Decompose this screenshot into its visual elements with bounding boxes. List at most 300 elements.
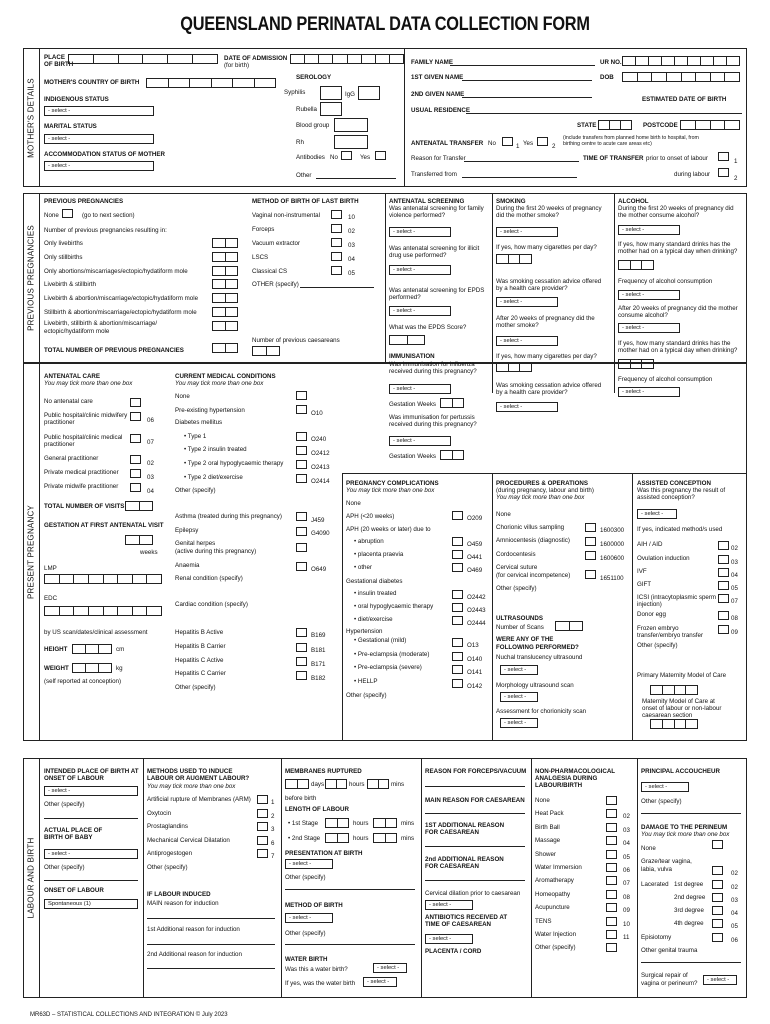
epds-score-field[interactable] <box>389 335 425 345</box>
method-2-code: 03 <box>348 242 355 249</box>
care-4-checkbox[interactable] <box>130 469 141 478</box>
procedures-sub: (during pregnancy, labour and birth) <box>496 487 594 494</box>
induce-4-label: Antiprogestogen <box>147 850 193 857</box>
cond-none-label: None <box>175 393 190 400</box>
prev-total-label: TOTAL NUMBER OF PREVIOUS PREGNANCIES <box>44 347 184 354</box>
comp-praevia-checkbox[interactable] <box>452 550 463 559</box>
care-1-code: 06 <box>147 417 154 424</box>
care-1-checkbox[interactable] <box>130 412 141 421</box>
assisted-5-code: 08 <box>731 615 738 622</box>
transferred-from-label: Transferred from <box>411 171 457 178</box>
smoking-q2-field[interactable] <box>496 254 532 264</box>
cond-t2d-checkbox[interactable] <box>296 474 307 483</box>
per-deg4: 4th degree <box>674 920 704 927</box>
comp-other-label: • other <box>354 564 372 571</box>
cond-t2o-code: O2413 <box>311 464 330 471</box>
comp-diet-checkbox[interactable] <box>452 616 463 625</box>
gest-first-label: GESTATION AT FIRST ANTENATAL VISIT <box>44 522 164 529</box>
antibiotics-1: ANTIBIOTICS RECEIVED AT <box>425 914 508 921</box>
comp-ps-label: • Pre-eclampsia (severe) <box>354 664 422 671</box>
per-graze-checkbox[interactable] <box>712 866 723 875</box>
smoking-q5-field[interactable] <box>496 362 532 372</box>
assisted-5-label: Donor egg <box>637 611 666 618</box>
np-3-label: Massage <box>535 837 561 845</box>
prior-onset-label: prior to onset of labour <box>646 155 708 162</box>
morph-select[interactable]: - select - <box>500 692 538 702</box>
igg-field[interactable] <box>358 86 380 100</box>
intended-other-label: Other (specify) <box>44 801 85 808</box>
cond-hcc-label: Hepatitis C Carrier <box>175 670 226 677</box>
antibodies-label: Antibodies <box>296 154 325 161</box>
main-cs-title: MAIN REASON FOR CAESAREAN <box>425 797 525 804</box>
prev-stillbirth_abortion-field[interactable] <box>212 307 238 317</box>
cond-t2d-label: • Type 2 diet/exercise <box>184 474 243 481</box>
induce-5-label: Other (specify) <box>147 864 188 871</box>
per-deg1-checkbox[interactable] <box>712 880 723 889</box>
state-label: STATE <box>577 122 597 129</box>
cond-asthma-checkbox[interactable] <box>296 512 307 521</box>
presentation-select[interactable]: - select - <box>285 859 333 869</box>
comp-abruption-code: O459 <box>467 541 483 548</box>
ur-no-field[interactable] <box>622 56 740 66</box>
antibiotics-select[interactable]: - select - <box>425 934 473 944</box>
cervical-dil-label: Cervical dilation prior to caesarean <box>425 890 521 897</box>
prev-number-label: Number of previous pregnancies resulting in: <box>44 227 167 234</box>
cond-t2d-code: O2414 <box>311 478 330 485</box>
weight-field[interactable] <box>72 663 112 673</box>
per-none-checkbox[interactable] <box>712 840 723 849</box>
np-4-code: 05 <box>623 853 630 861</box>
np-6-checkbox[interactable] <box>606 876 617 885</box>
chorionicity-select[interactable]: - select - <box>500 718 538 728</box>
during-labour-code: 2 <box>734 175 738 182</box>
induce-1-code: 2 <box>271 813 275 820</box>
actual-place-1: ACTUAL PLACE OF <box>44 827 103 834</box>
serology-label: SEROLOGY <box>296 74 332 81</box>
prior-onset-code: 1 <box>734 158 738 165</box>
care-5-code: 04 <box>147 488 154 495</box>
state-field[interactable] <box>598 120 632 130</box>
cond-hba-checkbox[interactable] <box>296 628 307 637</box>
np-2-checkbox[interactable] <box>606 823 617 832</box>
alcohol-q6-select[interactable]: - select - <box>618 387 680 397</box>
smoking-q1-select[interactable]: - select - <box>496 227 558 237</box>
principal-other: Other (specify) <box>641 798 682 805</box>
surgical-select[interactable]: - select - <box>703 975 737 985</box>
comp-pm-code: O140 <box>467 656 483 663</box>
mothers-details-label: MOTHER'S DETAILS <box>23 48 40 187</box>
gestation-weeks-label-1: Gestation Weeks <box>389 401 437 408</box>
np-5-code: 06 <box>623 867 630 874</box>
ultrasounds-title: ULTRASOUNDS <box>496 615 543 622</box>
method-birth-select[interactable]: - select - <box>285 913 333 923</box>
prev-all-three-label-1: Livebirth, stillbirth & abortion/miscarriage/ <box>44 320 158 327</box>
for-birth-label: (for birth) <box>224 62 250 69</box>
comp-hellp-code: O142 <box>467 683 483 690</box>
alcohol-q2-field[interactable] <box>618 260 654 270</box>
assisted-1-checkbox[interactable] <box>718 555 729 564</box>
antibodies-no-checkbox[interactable] <box>341 151 352 160</box>
alcohol-q4: After 20 weeks of pregnancy did the mother consume alcohol? <box>618 305 738 320</box>
np-7-checkbox[interactable] <box>606 890 617 899</box>
cond-herpes-checkbox[interactable] <box>296 543 307 552</box>
date-admission-field[interactable] <box>290 54 404 64</box>
antibodies-yes-checkbox[interactable] <box>375 151 386 160</box>
cond-epilepsy-checkbox[interactable] <box>296 527 307 536</box>
stage1-mins-field[interactable] <box>373 818 397 828</box>
np-8-checkbox[interactable] <box>606 903 617 912</box>
np-10-checkbox[interactable] <box>606 930 617 939</box>
mmc-1: Maternity Model of Care at <box>642 698 715 705</box>
indigenous-select[interactable]: - select - <box>44 106 154 116</box>
antibodies-no-label: No <box>330 154 338 161</box>
comp-gm-label: • Gestational (mild) <box>354 637 407 644</box>
gest-first-field[interactable] <box>125 535 153 545</box>
during-labour-label: during labour <box>674 171 711 178</box>
cond-type1-code: O240 <box>311 436 327 443</box>
membranes-mins-field[interactable] <box>367 779 389 789</box>
proc-cerv-checkbox[interactable] <box>585 570 596 579</box>
np-5-checkbox[interactable] <box>606 863 617 872</box>
induce-3-checkbox[interactable] <box>257 836 268 845</box>
assisted-2-checkbox[interactable] <box>718 568 729 577</box>
principal-title: PRINCIPAL ACCOUCHEUR <box>641 768 720 775</box>
pmmc-field[interactable] <box>650 685 698 695</box>
prev-only_abortions-field[interactable] <box>212 266 238 276</box>
transfer-yes-checkbox[interactable] <box>537 137 548 146</box>
prev-only_stillbirths-label: Only stillbirths <box>44 254 83 261</box>
induce-0-checkbox[interactable] <box>257 795 268 804</box>
cond-t2o-checkbox[interactable] <box>296 460 307 469</box>
immunisation-title: IMMUNISATION <box>389 353 435 360</box>
assisted-4-checkbox[interactable] <box>718 594 729 603</box>
assisted-6-checkbox[interactable] <box>718 625 729 634</box>
assisted-0-checkbox[interactable] <box>718 541 729 550</box>
method-4-label: Classical CS <box>252 268 288 275</box>
blood-group-field[interactable] <box>334 118 368 132</box>
care-0-checkbox[interactable] <box>130 398 141 407</box>
reason-transfer-label: Reason for Transfer <box>411 155 466 162</box>
postcode-field[interactable] <box>680 120 740 130</box>
prior-onset-checkbox[interactable] <box>718 152 729 161</box>
induce-2-checkbox[interactable] <box>257 822 268 831</box>
smoking-q6: Was smoking cessation advice offered by a health care provider? <box>496 382 602 397</box>
comp-gm-checkbox[interactable] <box>452 638 463 647</box>
np-2-code: 03 <box>623 826 630 834</box>
per-deg3-checkbox[interactable] <box>712 906 723 915</box>
per-deg3: 3rd degree <box>674 907 704 914</box>
assisted-5-checkbox[interactable] <box>718 611 729 620</box>
conditions-title: CURRENT MEDICAL CONDITIONS <box>175 373 276 380</box>
comp-aph-checkbox[interactable] <box>452 511 463 520</box>
care-3-code: 02 <box>147 460 154 467</box>
alcohol-q3: Frequency of alcohol consumption <box>618 278 713 285</box>
second-given-label: 2ND GIVEN NAME <box>411 91 465 98</box>
membranes-hours-field[interactable] <box>325 779 347 789</box>
total-visits-field[interactable] <box>125 501 153 511</box>
proc-cvs-checkbox[interactable] <box>585 523 596 532</box>
was-water-select[interactable]: - select - <box>373 963 407 973</box>
proc-cvs-label: Chorionic villus sampling <box>496 524 565 531</box>
time-transfer-label: TIME OF TRANSFER <box>583 155 644 162</box>
lmp-field[interactable] <box>44 574 162 584</box>
if-yes-water-select[interactable]: - select - <box>363 977 397 987</box>
method-0-checkbox[interactable] <box>331 210 342 219</box>
prev-total-field[interactable] <box>212 343 238 353</box>
actual-place-select[interactable]: - select - <box>44 849 138 859</box>
cond-htn-label: Pre-existing hypertension <box>175 407 245 414</box>
induce-0-label: Artificial rupture of Membranes (ARM) <box>147 796 251 803</box>
prev-livebirth_stillbirth-field[interactable] <box>212 279 238 289</box>
np-4-checkbox[interactable] <box>606 850 617 859</box>
smoking-q4-select[interactable]: - select - <box>496 336 558 346</box>
num-caesareans-field[interactable] <box>252 346 280 356</box>
screening-q1: Was antenatal screening for family violence performed? <box>389 205 484 220</box>
proc-amnio-checkbox[interactable] <box>585 537 596 546</box>
per-episiotomy-checkbox[interactable] <box>712 933 723 942</box>
care-4-code: 03 <box>147 474 154 481</box>
onset-select[interactable]: Spontaneous (1) <box>44 899 138 909</box>
induce-4-code: 7 <box>271 853 275 860</box>
proc-cerv-label: Cervical suture <box>496 564 538 571</box>
screening-q2-select[interactable]: - select - <box>389 265 451 275</box>
comp-other-checkbox[interactable] <box>452 563 463 572</box>
alcohol-q5-field[interactable] <box>618 359 654 369</box>
assisted-3-code: 05 <box>731 585 738 592</box>
alcohol-q1-select[interactable]: - select - <box>618 225 680 235</box>
np-0-checkbox[interactable] <box>606 796 617 805</box>
stage1-hours-field[interactable] <box>325 818 349 828</box>
proc-amnio-label: Amniocentesis (diagnostic) <box>496 537 570 544</box>
form-title: QUEENSLAND PERINATAL DATA COLLECTION FORM <box>180 14 590 35</box>
transfer-no-checkbox[interactable] <box>502 137 513 146</box>
np-11-label: Other (specify) <box>535 944 576 952</box>
add-cs1-sub: FOR CAESAREAN <box>425 829 479 836</box>
comp-abruption-checkbox[interactable] <box>452 537 463 546</box>
np-10-code: 11 <box>623 934 630 941</box>
np-9-label: TENS <box>535 917 552 925</box>
gestation-weeks-field-2[interactable] <box>440 450 464 460</box>
induce-1-checkbox[interactable] <box>257 809 268 818</box>
per-deg1-code: 02 <box>731 884 738 891</box>
cond-htn-checkbox[interactable] <box>296 405 307 414</box>
marital-select[interactable]: - select - <box>44 134 154 144</box>
if-induced: IF LABOUR INDUCED <box>147 891 211 898</box>
care-5-checkbox[interactable] <box>130 483 141 492</box>
comp-htn-label: Hypertension <box>346 628 383 635</box>
smoking-q2: If yes, how many cigarettes per day? <box>496 244 597 251</box>
method-0-label: Vaginal non-instrumental <box>252 212 320 219</box>
per-deg2-checkbox[interactable] <box>712 893 723 902</box>
prev-only_stillbirths-field[interactable] <box>212 252 238 262</box>
rubella-field[interactable] <box>320 102 342 116</box>
comp-abruption-label: • abruption <box>354 538 384 545</box>
cervical-dil-select[interactable]: - select - <box>425 900 473 910</box>
comp-oral-checkbox[interactable] <box>452 603 463 612</box>
antibiotics-2: TIME OF CAESAREAN <box>425 921 492 928</box>
transfer-code-1: 1 <box>516 143 520 150</box>
per-graze-2: labia, vulva <box>641 866 672 873</box>
care-4-label: Private medical practitioner <box>44 469 119 476</box>
proc-cvs-code: 1600300 <box>600 527 625 534</box>
assisted-4-label: ICSI (intracytoplasmic sperm injection) <box>637 594 717 609</box>
prev-none-checkbox[interactable] <box>62 209 73 218</box>
method-1-label: Forceps <box>252 226 275 233</box>
smoking-q6-select[interactable]: - select - <box>496 402 558 412</box>
comp-pm-checkbox[interactable] <box>452 652 463 661</box>
assisted-0-label: AIH / AID <box>637 541 663 548</box>
procedures-tick: You may tick more than one box <box>496 494 585 501</box>
place-of-birth-field[interactable] <box>68 54 218 64</box>
method-1-checkbox[interactable] <box>331 224 342 233</box>
num-caesareans-label: Number of previous caesareans <box>252 337 340 344</box>
main-reason-label: MAIN reason for induction <box>147 900 219 907</box>
method-2-label: Vacuum extractor <box>252 240 301 247</box>
assisted-select[interactable]: - select - <box>637 509 677 519</box>
gestation-weeks-field-1[interactable] <box>440 398 464 408</box>
stage2-mins: mins <box>401 835 415 842</box>
screening-q5-select[interactable]: - select - <box>389 384 451 394</box>
screening-q1-select[interactable]: - select - <box>389 227 451 237</box>
if-yes-water-label: If yes, was the water birth <box>285 980 356 987</box>
transfer-code-2: 2 <box>552 143 556 150</box>
length-title: LENGTH OF LABOUR <box>285 806 349 813</box>
comp-ps-checkbox[interactable] <box>452 665 463 674</box>
assisted-3-checkbox[interactable] <box>718 581 729 590</box>
comp-ins-checkbox[interactable] <box>452 590 463 599</box>
stage2-mins-field[interactable] <box>373 833 397 843</box>
rh-field[interactable] <box>334 135 368 149</box>
screening-q3-select[interactable]: - select - <box>389 306 451 316</box>
prev-only_livebirths-field[interactable] <box>212 238 238 248</box>
cond-anaemia-label: Anaemia <box>175 562 200 569</box>
assisted-6-label: Frozen embryo transfer/embryo transfer <box>637 625 704 640</box>
prev-go-next: (go to next section) <box>82 212 135 219</box>
cond-hcc-code: B182 <box>311 675 326 682</box>
smoking-q3-select[interactable]: - select - <box>496 297 558 307</box>
comp-other-code: O469 <box>467 567 483 574</box>
indigenous-label: INDIGENOUS STATUS <box>44 96 109 103</box>
smoking-q3: Was smoking cessation advice offered by a health care provider? <box>496 278 602 293</box>
cond-hcc-checkbox[interactable] <box>296 671 307 680</box>
comp-hellp-checkbox[interactable] <box>452 679 463 688</box>
accommodation-select[interactable]: - select - <box>44 161 154 171</box>
num-scans-label: Number of Scans <box>496 624 544 631</box>
stage2-hours: hours <box>353 835 369 842</box>
total-visits-label: TOTAL NUMBER OF VISITS <box>44 503 125 510</box>
np-1-checkbox[interactable] <box>606 809 617 818</box>
care-2-checkbox[interactable] <box>130 434 141 443</box>
np-6-label: Aromatherapy <box>535 877 574 885</box>
induce-0-code: 1 <box>271 799 275 806</box>
np-3-checkbox[interactable] <box>606 836 617 845</box>
complications-tick: You may tick more than one box <box>346 487 435 494</box>
nonpharm-2: ANALGESIA DURING <box>535 775 598 782</box>
method-4-checkbox[interactable] <box>331 266 342 275</box>
country-birth-field[interactable] <box>146 78 276 88</box>
cond-t2i-checkbox[interactable] <box>296 446 307 455</box>
add-cs2-title: 2nd ADDITIONAL REASON <box>425 856 504 863</box>
syphilis-field[interactable] <box>320 86 342 100</box>
per-deg4-checkbox[interactable] <box>712 919 723 928</box>
comp-aph-code: O209 <box>467 515 483 522</box>
method-3-label: LSCS <box>252 254 269 261</box>
method-2-checkbox[interactable] <box>331 238 342 247</box>
induce-4-checkbox[interactable] <box>257 849 268 858</box>
np-9-checkbox[interactable] <box>606 917 617 926</box>
proc-cordo-checkbox[interactable] <box>585 551 596 560</box>
comp-praevia-code: O441 <box>467 554 483 561</box>
np-11-checkbox[interactable] <box>606 943 617 952</box>
alcohol-q4-select[interactable]: - select - <box>618 323 680 333</box>
mmc-field[interactable] <box>650 719 698 729</box>
method-3-checkbox[interactable] <box>331 252 342 261</box>
stage1-hours: hours <box>353 820 369 827</box>
cond-type1-checkbox[interactable] <box>296 432 307 441</box>
prev-livebirth_abortion-field[interactable] <box>212 293 238 303</box>
care-3-checkbox[interactable] <box>130 455 141 464</box>
cond-other2-label: Other (specify) <box>175 684 216 691</box>
comp-gd-label: Gestational diabetes <box>346 578 403 585</box>
stage2-hours-field[interactable] <box>325 833 349 843</box>
comp-oral-code: O2443 <box>467 607 486 614</box>
antibodies-other-label: Other <box>296 172 312 179</box>
during-labour-checkbox[interactable] <box>718 168 729 177</box>
nuchal-select[interactable]: - select - <box>500 665 538 675</box>
place-of-birth-label: PLACE OF BIRTH <box>44 54 74 69</box>
np-3-code: 04 <box>623 840 630 848</box>
cond-hbc-checkbox[interactable] <box>296 643 307 652</box>
cond-anaemia-checkbox[interactable] <box>296 562 307 571</box>
membranes-days-field[interactable] <box>285 779 309 789</box>
cond-cardiac-label: Cardiac condition (specify) <box>175 601 248 608</box>
method-title: METHOD OF BIRTH OF LAST BIRTH <box>252 198 359 205</box>
syphilis-label: Syphilis <box>284 89 306 96</box>
water-birth-title: WATER BIRTH <box>285 956 328 963</box>
prev-all-three-field[interactable] <box>212 321 238 331</box>
estimated-dob-label: ESTIMATED DATE OF BIRTH <box>642 96 727 103</box>
edc-field[interactable] <box>44 606 162 616</box>
dob-label: DOB <box>600 74 614 81</box>
height-field[interactable] <box>72 644 112 654</box>
care-5-label: Private midwife practitioner <box>44 483 119 490</box>
comp-gm-code: O13 <box>467 642 479 649</box>
family-name-label: FAMILY NAME <box>411 59 453 66</box>
intended-place-select[interactable]: - select - <box>44 786 138 796</box>
cond-epilepsy-code: G4090 <box>311 530 330 537</box>
alcohol-q3-select[interactable]: - select - <box>618 290 680 300</box>
was-water-label: Was this a water birth? <box>285 966 348 973</box>
actual-place-2: BIRTH OF BABY <box>44 834 93 841</box>
dob-field[interactable] <box>622 72 740 82</box>
present-pregnancy-label: PRESENT PREGNANCY <box>23 363 40 741</box>
num-scans-field[interactable] <box>555 621 583 631</box>
screening-q6: Was immunisation for pertussis received during this pregnancy? <box>389 414 477 429</box>
cond-hca-checkbox[interactable] <box>296 657 307 666</box>
cond-none-checkbox[interactable] <box>296 391 307 400</box>
gestation-weeks-label-2: Gestation Weeks <box>389 453 437 460</box>
proc-other-label: Other (specify) <box>496 585 537 592</box>
proc-cerv-sub: (for cervical incompetence) <box>496 572 571 579</box>
np-0-label: None <box>535 797 550 804</box>
comp-oral-label: • oral hypoglycaemic therapy <box>354 603 434 610</box>
per-deg1: 1st degree <box>674 881 704 888</box>
additional-1-label: 1st Additional reason for induction <box>147 926 240 933</box>
screening-q6-select[interactable]: - select - <box>389 436 451 446</box>
cond-hca-label: Hepatitis C Active <box>175 657 224 664</box>
weeks-label: weeks <box>140 549 158 556</box>
principal-select[interactable]: - select - <box>641 782 689 792</box>
